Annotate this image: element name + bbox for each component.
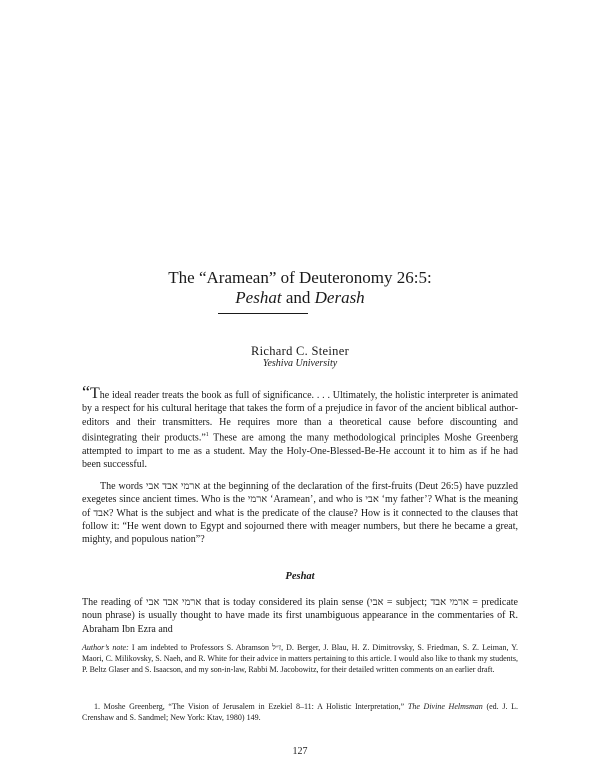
para2-hebrew-2: ארמי [247,494,268,506]
para2-t4: ‘my father’? What is the meaning of [82,494,519,519]
title-rule-divider [218,313,308,314]
author-name [60,344,540,359]
footnote-1 [82,702,518,724]
para2-hebrew-4: אבד [93,507,109,519]
authors-note-t2: , D. Berger, J. Blau, H. Z. Dimitrovsky, S. Friedman, S. Z. Leiman, Y. Maori, C. Milikovsky, S. Naeh, and R. White for their advice in matters pertaining to this article. I would also like to thank my students, P. Beltz Glaser and S. Isaacson, and my son-in-law, Rabbi M. Jacobowitz, for their detailed written comments on an earlier draft. [82,643,519,674]
section-heading-peshat: Peshat [285,571,315,582]
page-number: 127 [292,746,308,757]
footnote1-book-title: The Divine Helmsman [407,702,483,711]
authors-note [82,643,518,675]
opening-quote: “ [82,382,90,402]
title-line-1: The “Aramean” of Deuteronomy 26:5: [168,268,432,287]
author-name-text: Richard C. Steiner [250,344,350,358]
article-title [60,268,540,308]
title-line-2 [60,288,540,308]
para1-text: he ideal reader treats the book as full of significance. . . . Ultimately, the holistic interpreter is animated by a respect for his cultural heritage that takes the form of a prejudice in favor of the ancient biblical author-editors and their transmitters. He requires more than a theoretical cause before discounting and disintegrating their products.” [82,390,518,444]
authors-note-hebrew: ז״ל [272,643,282,652]
footnote-marker-1[interactable]: 1 [205,431,209,438]
footnote1-t2: (ed. J. L. Crenshaw and S. Sandmel; New York: Ktav, 1980) 149. [82,702,519,722]
para1-text-after: These are among the many methodological principles Moshe Greenberg attempted to impart to me as a student. May the Holy-One-Blessed-Be-He account it to him as if he had been successful. [82,432,518,470]
para3-hebrew-1: ארמי אבד אבי [146,597,202,608]
para3-hebrew-2: אבי [370,597,384,608]
title-derash: Derash [314,288,365,307]
paragraph-1 [82,382,518,471]
para2-t2: at the beginning of the declaration of the first-fruits (Deut 26:5) have puzzled exegetes since ancient times. Who is the [82,481,518,506]
authors-note-t1: I am indebted to Professors S. Abramson [128,643,273,652]
para3-t1: The reading of [82,597,147,608]
first-letter: T [90,385,100,402]
paragraph-2 [82,480,518,546]
para2-hebrew-3: אבי [365,494,379,506]
para3-t3: = subject; [383,597,431,608]
para3-t2: that is today considered its plain sense ( [201,597,371,608]
footnote1-t1: 1. Moshe Greenberg, “The Vision of Jerusalem in Ezekiel 8–11: A Holistic Interpretation,” [94,702,408,711]
authors-note-label: Author’s note: [82,643,129,652]
para2-t3: ‘Aramean’, and who is [267,494,366,506]
para2-t5: ? What is the subject and what is the predicate of the clause? How is it connected to the clauses that follow it: “He went down to Egypt and sojourned there with meager numbers, but there he became a great, mighty, and populous nation”? [82,507,518,546]
para2-hebrew-1: ארמי אבד אבי [145,481,201,492]
para3-hebrew-3: ארמי אבד [430,597,469,608]
para2-t1: The words [100,481,146,492]
para3-t4: = predicate noun phrase) is usually thought to have made its first unambiguous appearance in the commentaries of R. Abraham Ibn Ezra and [82,597,518,635]
title-and: and [281,288,315,307]
paragraph-3 [82,596,518,636]
title-peshat: Peshat [235,288,282,307]
author-affiliation: Yeshiva University [262,358,338,369]
